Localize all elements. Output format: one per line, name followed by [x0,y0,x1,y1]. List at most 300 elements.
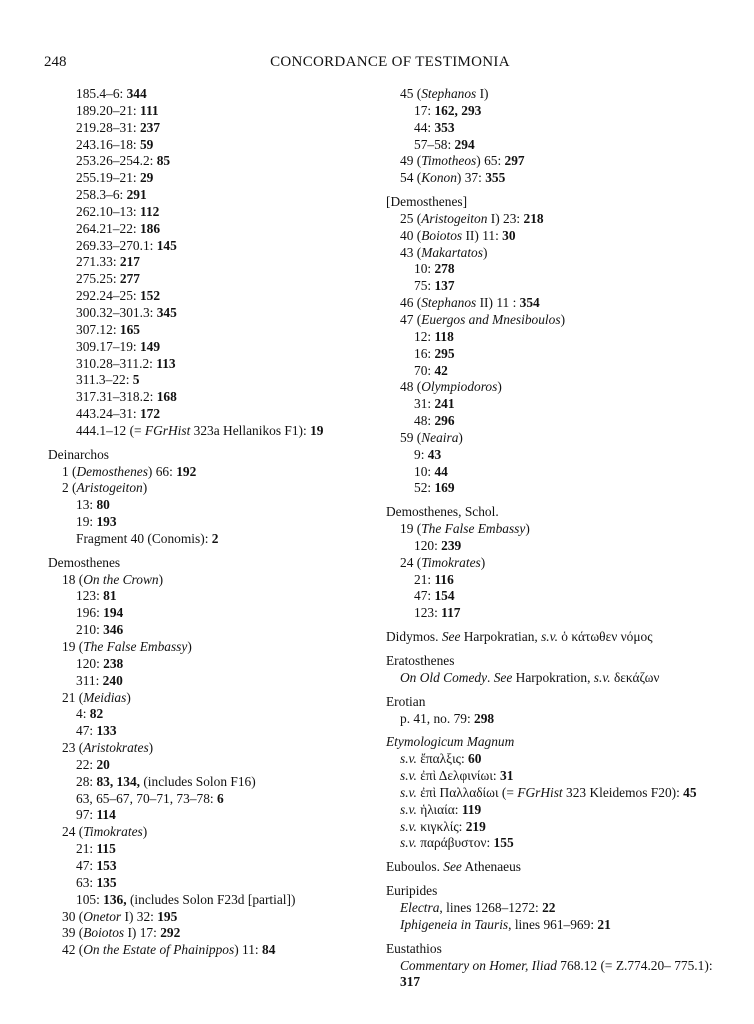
index-entry [386,768,726,785]
index-entry [48,514,368,531]
italic-text: Timokrates [421,554,481,570]
right-column [386,86,726,991]
italic-text: The False Embassy [421,521,526,537]
testimonium-number: 6 [216,790,224,806]
index-entry [386,751,726,768]
testimonium-number: 296 [434,413,455,429]
italic-text: s.v. [400,801,417,817]
index-entry [48,480,368,497]
entry-text: Deinarchos [48,446,109,462]
testimonium-number: 195 [157,908,178,924]
testimonium-number: 22 [542,899,556,915]
index-heading [386,883,726,900]
entry-text: 4: [76,706,90,722]
index-entry [386,538,726,555]
entry-text: 323a Hellanikos F1): [190,422,311,438]
italic-text: Iphigeneia in Tauris [400,916,509,932]
entry-text: 311.3–22: [76,372,133,388]
entry-text: Demosthenes [48,554,121,570]
index-entry [386,86,726,103]
testimonium-number: 294 [454,136,475,152]
entry-text: 309.17–19: [76,338,140,354]
index-entry [48,86,368,103]
entry-text: I) 23: [487,210,524,226]
entry-text: (includes Solon F16) [140,773,256,789]
testimonium-number: 192 [176,463,197,479]
italic-text: Timotheos [421,153,477,169]
index-entry [386,605,726,622]
testimonium-number: 353 [434,119,455,135]
entry-text: ἡλιαία: [416,801,462,817]
entry-text: . [487,669,494,685]
entry-text: 48 ( [400,379,422,395]
italic-text: FGrHist [517,784,563,800]
entry-text: 255.19–21: [76,170,140,186]
testimonium-number: 295 [434,345,455,361]
index-heading [386,194,726,211]
entry-text: 323 Kleidemos F20): [562,784,684,800]
entry-text: 23 ( [62,740,84,756]
entry-text: 271.33: [76,254,120,270]
index-entry [48,170,368,187]
testimonium-number: 317 [400,974,421,990]
entry-text: 63: [76,874,97,890]
entry-text: Eustathios [386,940,442,956]
testimonium-number: 45 [683,784,697,800]
entry-text: 47: [76,723,97,739]
entry-text: 444.1–12 (= [76,422,145,438]
entry-text: p. 41, no. 79: [400,710,475,726]
index-heading [386,941,726,958]
italic-text: s.v. [400,768,417,784]
entry-text: 21 ( [62,689,84,705]
entry-text: 75: [414,278,435,294]
index-entry [386,278,726,295]
testimonium-number: 153 [96,857,117,873]
entry-text: ) [482,244,488,260]
index-entry [48,824,368,841]
testimonium-number: 60 [468,751,482,767]
entry-text: 768.12 (= Z.774.20– 775.1): [556,957,713,973]
entry-text: ) [126,689,131,705]
entry-text: ) 66: [147,463,177,479]
testimonium-number: 44 [434,463,448,479]
testimonium-number: 297 [504,153,525,169]
testimonium-number: 172 [139,406,161,422]
testimonium-number: 291 [126,187,147,203]
italic-text: Konon [421,170,457,186]
testimonium-number: 19 [310,422,324,438]
index-entry [48,925,368,942]
entry-text: 17: [414,102,435,118]
index-entry [48,656,368,673]
index-entry [386,329,726,346]
italic-text: s.v. [541,629,558,645]
testimonium-number: 346 [103,622,124,638]
entry-text: Euboulos. [386,859,444,875]
testimonium-number: 117 [441,605,461,621]
entry-text: ἐπὶ Δελφινίωι: [416,768,501,784]
testimonium-number: 152 [139,288,161,304]
index-entry [386,245,726,262]
index-entry [386,363,726,380]
testimonium-number: 83, 134, [96,773,140,789]
italic-text: Aristogeiton [76,480,143,496]
entry-text: ) [158,571,164,587]
testimonium-number: 155 [493,835,514,851]
testimonium-number: 30 [502,227,516,243]
entry-text: 2 ( [62,480,77,496]
entry-text: 31: [414,396,435,412]
testimonium-number: 29 [139,170,154,186]
index-entry [48,841,368,858]
testimonium-number: 298 [474,710,495,726]
italic-text: s.v. [400,751,417,767]
index-entry [386,261,726,278]
left-column [48,86,368,959]
entry-text: 24 ( [400,554,422,570]
index-entry [48,137,368,154]
entry-text: 47: [414,588,435,604]
entry-text: ) 11: [234,942,262,958]
index-entry [48,757,368,774]
entry-text: 105: [76,891,104,907]
italic-text: On Old Comedy [400,669,488,685]
italic-text: Euergos and Mnesiboulos [421,311,561,327]
index-entry [48,423,368,440]
index-entry [386,312,726,329]
italic-text: On the Estate of Phainippos [83,942,235,958]
entry-text: II) 11 : [476,295,520,311]
index-entry [386,521,726,538]
italic-text: s.v. [400,784,417,800]
testimonium-number: 112 [139,203,160,219]
entry-text: 54 ( [400,170,422,186]
index-entry [386,379,726,396]
page-number: 248 [44,54,67,70]
italic-text: Boiotos [421,227,463,243]
index-entry [386,447,726,464]
entry-text: 19 ( [62,639,84,654]
entry-text: 21: [414,571,435,587]
testimonium-number: 154 [434,588,455,604]
index-entry [48,187,368,204]
entry-text: Fragment 40 (Conomis): [76,530,212,546]
index-entry [48,807,368,824]
testimonium-number: 217 [119,254,140,270]
entry-text: 59 ( [400,429,422,445]
testimonium-number: 81 [103,588,117,604]
italic-text: On the Crown [83,571,159,587]
entry-text: 22: [76,756,97,772]
entry-text: 307.12: [76,321,120,337]
testimonium-number: 21 [597,916,611,932]
entry-text: ) 37: [456,170,486,186]
entry-text: ἔπαλξις: [416,751,469,767]
entry-text: (includes Solon F23d [partial]) [126,891,296,907]
entry-text: ἐπὶ Παλλαδίωι (= [416,784,518,800]
italic-text: Boiotos [83,925,125,941]
index-entry [386,228,726,245]
italic-text: s.v. [400,818,417,834]
entry-text: , lines 961–969: [508,916,598,932]
testimonium-number: 133 [96,723,117,739]
entry-text: 39 ( [62,925,84,941]
entry-text: 19 ( [400,521,422,537]
index-entry [386,958,726,975]
testimonium-number: 218 [523,210,544,226]
entry-text: 275.25: [76,271,120,287]
index-heading [386,629,726,646]
entry-text: Didymos. [386,629,442,645]
testimonium-number: 292 [160,925,181,941]
testimonium-number: 114 [96,807,116,823]
entry-text: παράβυστον: [416,835,494,851]
entry-text: Athenaeus [461,859,522,875]
entry-text: 57–58: [414,136,455,152]
index-entry [386,103,726,120]
testimonium-number: 113 [156,355,176,371]
entry-text: 28: [76,773,97,789]
testimonium-number: 2 [211,530,219,546]
testimonium-number: 43 [427,446,442,462]
index-entry [48,875,368,892]
testimonium-number: 115 [96,841,116,857]
index-entry [386,917,726,934]
index-entry [48,238,368,255]
index-entry [48,120,368,137]
entry-text: ὁ κάτωθεν νόμος [557,629,653,645]
index-entry [48,288,368,305]
testimonium-number: 165 [119,321,140,337]
index-entry [48,605,368,622]
index-entry [48,690,368,707]
entry-text: 44: [414,119,435,135]
entry-text: 19: [76,514,97,530]
testimonium-number: 219 [465,818,486,834]
testimonium-number: 82 [89,706,104,722]
entry-text: 196: [76,605,104,621]
index-entry [48,204,368,221]
index-heading [48,447,368,464]
entry-text: 264.21–22: [76,220,140,236]
entry-text: I) 32: [121,908,158,924]
index-heading [386,734,726,751]
italic-text: Electra [400,899,440,915]
entry-text: 317.31–318.2: [76,389,157,405]
entry-text: 97: [76,807,97,823]
index-entry [386,346,726,363]
entry-text: 63, 65–67, 70–71, 73–78: [76,790,217,806]
testimonium-number: 186 [139,220,161,236]
italic-text: Neaira [421,429,459,445]
entry-text: 43 ( [400,244,422,260]
entry-text: ) [458,429,463,445]
entry-text: κιγκλίς: [416,818,466,834]
testimonium-number: 119 [461,801,482,817]
entry-text: 243.16–18: [76,136,140,152]
index-entry [48,271,368,288]
testimonium-number: 42 [434,362,448,378]
testimonium-number: 111 [139,102,159,118]
entry-text: 45 ( [400,86,422,101]
index-entry [386,137,726,154]
entry-text: ) [142,480,148,496]
testimonium-number: 239 [441,537,462,553]
testimonium-number: 59 [139,136,154,152]
index-entry [48,305,368,322]
italic-text: Aristogeiton [421,210,488,226]
testimonium-number: 193 [96,514,117,530]
italic-text: s.v. [400,835,417,851]
entry-text: I) [476,86,489,101]
index-entry [386,396,726,413]
index-entry [48,406,368,423]
index-entry [48,389,368,406]
entry-text: ) [560,311,566,327]
entry-text: 16: [414,345,435,361]
index-entry [386,153,726,170]
page-header [0,54,754,74]
index-entry [48,673,368,690]
testimonium-number: 345 [156,304,177,320]
index-entry [48,588,368,605]
entry-text: ) [142,824,148,840]
index-entry [386,295,726,312]
entry-text: 300.32–301.3: [76,304,157,320]
index-entry [48,791,368,808]
italic-text: Aristokrates [83,740,149,756]
italic-text: See [493,669,513,685]
italic-text: Commentary on Homer, Iliad [400,957,557,973]
entry-text: [Demosthenes] [386,194,468,210]
entry-text: 310.28–311.2: [76,355,157,371]
index-entry [48,339,368,356]
entry-text: Eratosthenes [386,653,455,668]
entry-text: 262.10–13: [76,203,140,219]
italic-text: The False Embassy [83,639,188,654]
entry-text: 24 ( [62,824,84,840]
testimonium-number: 31 [500,768,514,784]
entry-text: 48: [414,413,435,429]
testimonium-number: 162, 293 [434,102,482,118]
entry-text: 443.24–31: [76,406,140,422]
index-heading [48,555,368,572]
testimonium-number: 149 [139,338,161,354]
testimonium-number: 240 [102,672,123,688]
entry-text: ) [480,554,486,570]
entry-text: Euripides [386,883,438,899]
index-entry [386,785,726,802]
index-entry [48,723,368,740]
index-entry [386,555,726,572]
index-entry [48,858,368,875]
italic-text: Olympiodoros [421,379,498,395]
entry-text: ) 65: [476,153,505,169]
testimonium-number: 355 [485,170,506,186]
testimonium-number: 169 [434,480,455,496]
entry-text: 10: [414,261,435,277]
testimonium-number: 241 [434,396,455,412]
page-title: CONCORDANCE OF TESTIMONIA [270,54,510,70]
entry-text: 185.4–6: [76,86,127,101]
index-entry [386,413,726,430]
index-entry [386,670,726,687]
italic-text: Demosthenes [76,463,148,479]
entry-text: 120: [414,537,442,553]
italic-text: See [443,859,462,875]
index-entry [48,221,368,238]
index-entry [48,153,368,170]
testimonium-number: 145 [156,237,177,253]
index-entry [48,622,368,639]
testimonium-number: 237 [139,119,161,135]
entry-text: 10: [414,463,435,479]
index-entry [386,480,726,497]
entry-text: 47: [76,857,97,873]
entry-text: 311: [76,672,103,688]
entry-text: Demosthenes, Schol. [386,504,499,520]
index-entry [48,531,368,548]
entry-text: δεκάζων [610,669,660,685]
italic-text: Timokrates [83,824,143,840]
index-entry [48,464,368,481]
italic-text: See [441,629,461,645]
entry-text: 120: [76,655,104,671]
entry-text: Harpokratian, [460,629,542,645]
italic-text: FGrHist [144,422,191,438]
entry-text: 123: [76,588,104,604]
index-entry [386,120,726,137]
testimonium-number: 137 [434,278,455,294]
entry-text: ) [525,521,530,537]
testimonium-number: 85 [156,153,171,169]
testimonium-number: 20 [96,756,110,772]
entry-text: 210: [76,622,104,638]
testimonium-number: 118 [434,328,454,344]
index-entry [48,497,368,514]
index-entry [48,103,368,120]
index-entry [386,211,726,228]
index-entry [48,740,368,757]
italic-text: Stephanos [421,295,477,311]
index-heading [386,504,726,521]
index-entry [48,639,368,656]
testimonium-number: 135 [96,874,117,890]
entry-text: Harpokration, [512,669,594,685]
testimonium-number: 238 [103,655,124,671]
entry-text: ) [187,639,192,654]
index-entry [48,254,368,271]
italic-text: s.v. [593,669,611,685]
entry-text: 52: [414,480,435,496]
index-entry [386,835,726,852]
index-entry [386,572,726,589]
index-entry [48,774,368,791]
testimonium-number: 194 [103,605,124,621]
testimonium-number: 278 [434,261,455,277]
entry-text: 40 ( [400,227,422,243]
index-entry [386,819,726,836]
index-entry [48,572,368,589]
testimonium-number: 344 [126,86,147,101]
testimonium-number: 80 [96,497,110,513]
entry-text: 30 ( [62,908,84,924]
index-entry [48,356,368,373]
italic-text: Onetor [83,908,122,924]
italic-text: Stephanos [421,86,477,101]
entry-text: I) 17: [124,925,161,941]
